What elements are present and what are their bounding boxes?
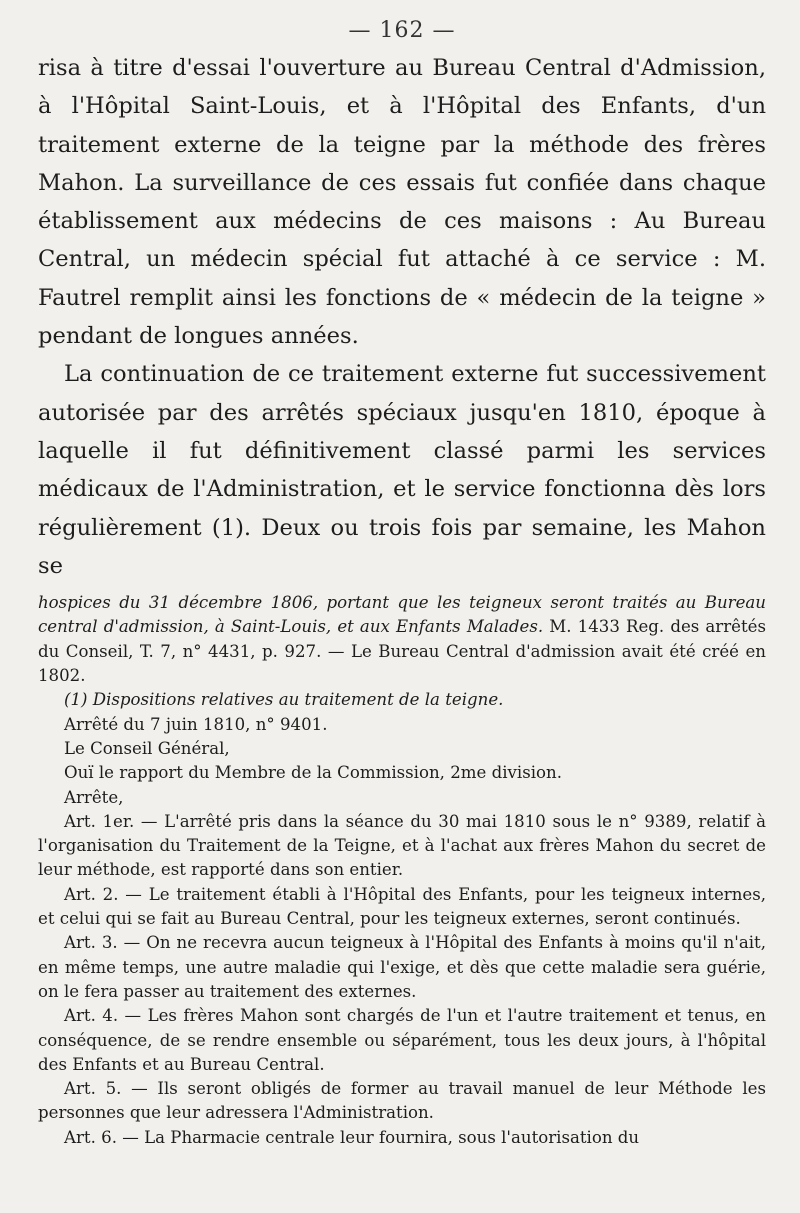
- paragraph-2: La continuation de ce traitement externe fut successivement autorisée par des arrêtés spéciaux jusqu'en 1810, époque à laquelle il fut définitivement classé parmi les services médicaux de l'Administration, et le service fonctionna dès lors régulièrement (1). Deux ou trois fois par semaine, les Mahon se: [38, 361, 766, 579]
- article-3: Art. 3. — On ne recevra aucun teigneux à l'Hôpital des Enfants à moins qu'il n'ait, en même temps, une autre maladie qui l'exige, et dès que cette maladie sera guérie, on le fera passer au traitement des externes.: [38, 933, 766, 1001]
- footnote-title: (1) Dispositions relatives au traitement de la teigne.: [64, 690, 504, 710]
- main-text: [38, 49, 766, 585]
- article-5: Art. 5. — Ils seront obligés de former au travail manuel de leur Méthode les personnes que leur adressera l'Administration.: [38, 1079, 766, 1123]
- article-4: Art. 4. — Les frères Mahon sont chargés de l'un et l'autre traitement et tenus, en conséquence, de se rendre ensemble ou séparément, tous les deux jours, à l'hôpital des Enfants et au Bureau Central.: [38, 1006, 766, 1074]
- conseil-general: Le Conseil Général,: [64, 738, 230, 758]
- article-2: Art. 2. — Le traitement établi à l'Hôpital des Enfants, pour les teigneux internes, et celui qui se fait au Bureau Central, pour les teigneux externes, seront continués.: [38, 884, 766, 929]
- page-number: — 162 —: [348, 18, 456, 43]
- oui-rapport: Ouï le rapport du Membre de la Commission, 2me division.: [64, 763, 562, 783]
- footnotes: [38, 591, 766, 1150]
- arrete-heading: Arrête,: [64, 787, 124, 807]
- article-1: Art. 1er. — L'arrêté pris dans la séance du 30 mai 1810 sous le n° 9389, relatif à l'organisation du Traitement de la Teigne, et à l'achat aux frères Mahon du secret de leur méthode, est rapporté dans son entier.: [38, 811, 766, 880]
- article-6: Art. 6. — La Pharmacie centrale leur fournira, sous l'autorisation du: [64, 1127, 640, 1147]
- arrete-date: Arrêté du 7 juin 1810, n° 9401.: [64, 714, 328, 734]
- footnote-continuation: [38, 591, 766, 688]
- footnote-continuation-roman: M. 1433 Reg. des arrêtés du Conseil, T. 7, n° 4431, p. 927. — Le Bureau Central d'admission avait été créé en 1802.: [38, 617, 766, 686]
- paragraph-1: risa à titre d'essai l'ouverture au Bureau Central d'Admission, à l'Hôpital Saint-Louis, et à l'Hôpital des Enfants, d'un traitement externe de la teigne par la méthode des frères Mahon. La surveillance de ces essais fut confiée dans chaque établissement aux médecins de ces maisons : Au Bureau Central, un médecin spécial fut attaché à ce service : M. Fautrel remplit ainsi les fonctions de « médecin de la teigne » pendant de longues années.: [38, 55, 766, 350]
- footnote-continuation-italic: hospices du 31 décembre 1806, portant que les teigneux seront traités au Bureau central d'admission, à Saint-Louis, et aux Enfants Malades.: [38, 593, 766, 637]
